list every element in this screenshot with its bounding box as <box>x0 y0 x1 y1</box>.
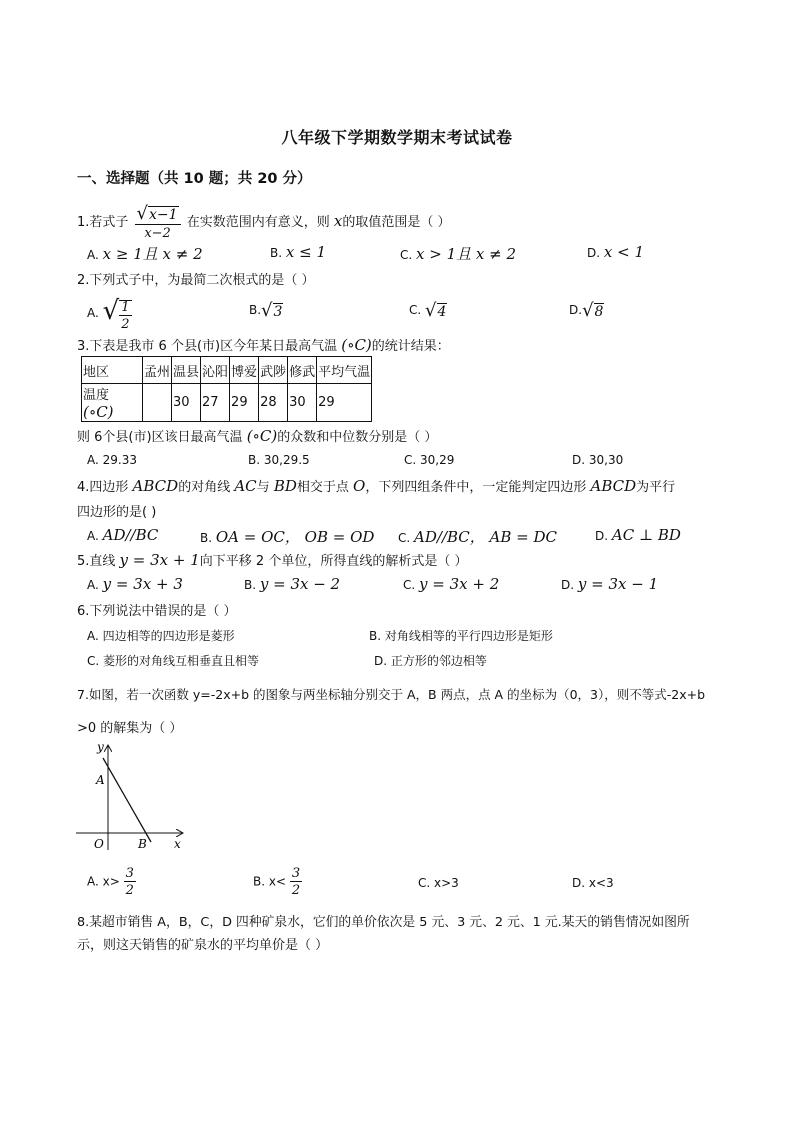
q2-option-a[interactable]: A. √ $\frac{1}{2}$ <box>87 296 130 332</box>
question-2: 2.下列式子中，为最简二次根式的是（ ） <box>77 273 315 288</box>
q1-option-d[interactable]: D. x < 1 <box>587 243 644 261</box>
label-x: x <box>174 837 181 851</box>
table-header-row <box>82 357 372 384</box>
q5-option-b[interactable]: B. y = 3x − 2 <box>244 575 341 593</box>
q1-frac-num: x−1 <box>149 207 178 223</box>
table-cell: 温度 (∘C) <box>82 384 143 422</box>
table-cell: 29 <box>317 384 372 422</box>
question-3-follow: 则 6个县(市)区该日最高气温 (∘C)的众数和中位数分别是（ ） <box>77 427 438 445</box>
q2-option-d[interactable]: D.√8 <box>569 300 604 321</box>
q1-var: x <box>333 212 343 230</box>
table-cell: 28 <box>259 384 288 422</box>
q5-option-c[interactable]: C. y = 3x + 2 <box>403 575 500 593</box>
question-4: 4.四边形 ABCD的对角线 AC与 BD相交于点 O，下列四组条件中，一定能判定四边形 ABCD为平行 <box>77 477 676 495</box>
label-b: B <box>138 837 147 851</box>
q4-option-c[interactable]: C. AD//BC， AB = DC <box>398 528 558 546</box>
q3-unit: (∘C) <box>341 336 372 354</box>
table-cell <box>143 384 172 422</box>
table-cell: 孟州 <box>143 357 172 384</box>
table-cell: 沁阳 <box>201 357 230 384</box>
question-1 <box>77 205 450 240</box>
q1-fraction: $\frac{√x-1}{x-2}$ <box>135 205 181 240</box>
q1-frac-den: x−2 <box>135 224 181 240</box>
temperature-table <box>81 356 372 422</box>
question-7-line2: >0 的解集为（ ） <box>77 721 183 736</box>
q6-option-d[interactable]: D. 正方形的邻边相等 <box>374 654 487 668</box>
table-cell: 30 <box>288 384 317 422</box>
question-8: 8.某超市销售 A，B，C，D 四种矿泉水，它们的单价依次是 5 元、3 元、2 元、1 元.某天的销售情况如图所 <box>77 915 690 930</box>
q7-graph <box>70 738 200 856</box>
page-title: 八年级下学期数学期末考试试卷 <box>281 128 513 147</box>
table-cell: 修武 <box>288 357 317 384</box>
q6-option-c[interactable]: C. 菱形的对角线互相垂直且相等 <box>87 654 260 668</box>
table-cell: 温县 <box>172 357 201 384</box>
table-cell: 地区 <box>82 357 143 384</box>
label-a: A <box>96 773 105 787</box>
q1-suffix: 在实数范围内有意义，则 <box>186 215 330 230</box>
q5-option-a[interactable]: A. y = 3x + 3 <box>87 575 183 593</box>
q7-option-a[interactable]: A. x> $\frac{3}{2}$ <box>87 866 134 898</box>
label-o: O <box>94 837 104 851</box>
table-cell: 平均气温 <box>317 357 372 384</box>
q4-option-a[interactable]: A. AD//BC <box>87 526 159 544</box>
table-cell: 博爱 <box>230 357 259 384</box>
q4-option-b[interactable]: B. OA = OC， OB = OD <box>200 528 375 546</box>
q7-option-c[interactable]: C. x>3 <box>418 876 459 890</box>
q6-option-b[interactable]: B. 对角线相等的平行四边形是矩形 <box>369 629 553 643</box>
q7-option-d[interactable]: D. x<3 <box>572 876 614 890</box>
table-cell: 27 <box>201 384 230 422</box>
question-6: 6.下列说法中错误的是（ ） <box>77 604 237 619</box>
q3-option-c[interactable]: C. 30,29 <box>404 453 455 467</box>
q1-option-a[interactable]: A. x ≥ 1且 x ≠ 2 <box>87 245 203 263</box>
question-3: 3.下表是我市 6 个县(市)区今年某日最高气温 (∘C)的统计结果： <box>77 336 450 354</box>
section-heading: 一、选择题（共 10 题；共 20 分） <box>77 171 312 187</box>
q3-option-d[interactable]: D. 30,30 <box>572 453 624 467</box>
q3-option-b[interactable]: B. 30,29.5 <box>248 453 310 467</box>
table-row <box>82 384 372 422</box>
q4-option-d[interactable]: D. AC ⊥ BD <box>595 526 681 544</box>
q1-suffix2: 的取值范围是（ ） <box>342 215 451 230</box>
question-7: 7.如图，若一次函数 y=-2x+b 的图象与两坐标轴分别交于 A，B 两点，点 A 的坐标为（0，3），则不等式-2x+b <box>77 687 706 702</box>
table-cell: 武陟 <box>259 357 288 384</box>
q1-prefix: 1.若式子 <box>77 215 129 230</box>
q3-option-a[interactable]: A. 29.33 <box>87 453 137 467</box>
table-cell: 30 <box>172 384 201 422</box>
table-cell: 29 <box>230 384 259 422</box>
q2-option-c[interactable]: C. √4 <box>409 300 447 321</box>
q5-option-d[interactable]: D. y = 3x − 1 <box>561 575 659 593</box>
q1-option-b[interactable]: B. x ≤ 1 <box>270 243 326 261</box>
q7-option-b[interactable]: B. x< $\frac{3}{2}$ <box>253 866 301 898</box>
label-y: y <box>97 740 104 754</box>
question-4-line2: 四边形的是( ) <box>77 505 157 520</box>
line-graph <box>103 758 151 842</box>
question-8-line2: 示，则这天销售的矿泉水的平均单价是（ ） <box>77 938 329 953</box>
q6-option-a[interactable]: A. 四边相等的四边形是菱形 <box>87 629 235 643</box>
q1-option-c[interactable]: C. x > 1且 x ≠ 2 <box>400 245 517 263</box>
question-5: 5.直线 y = 3x + 1向下平移 2 个单位，所得直线的解析式是（ ） <box>77 551 468 569</box>
q2-option-b[interactable]: B.√3 <box>249 300 283 321</box>
